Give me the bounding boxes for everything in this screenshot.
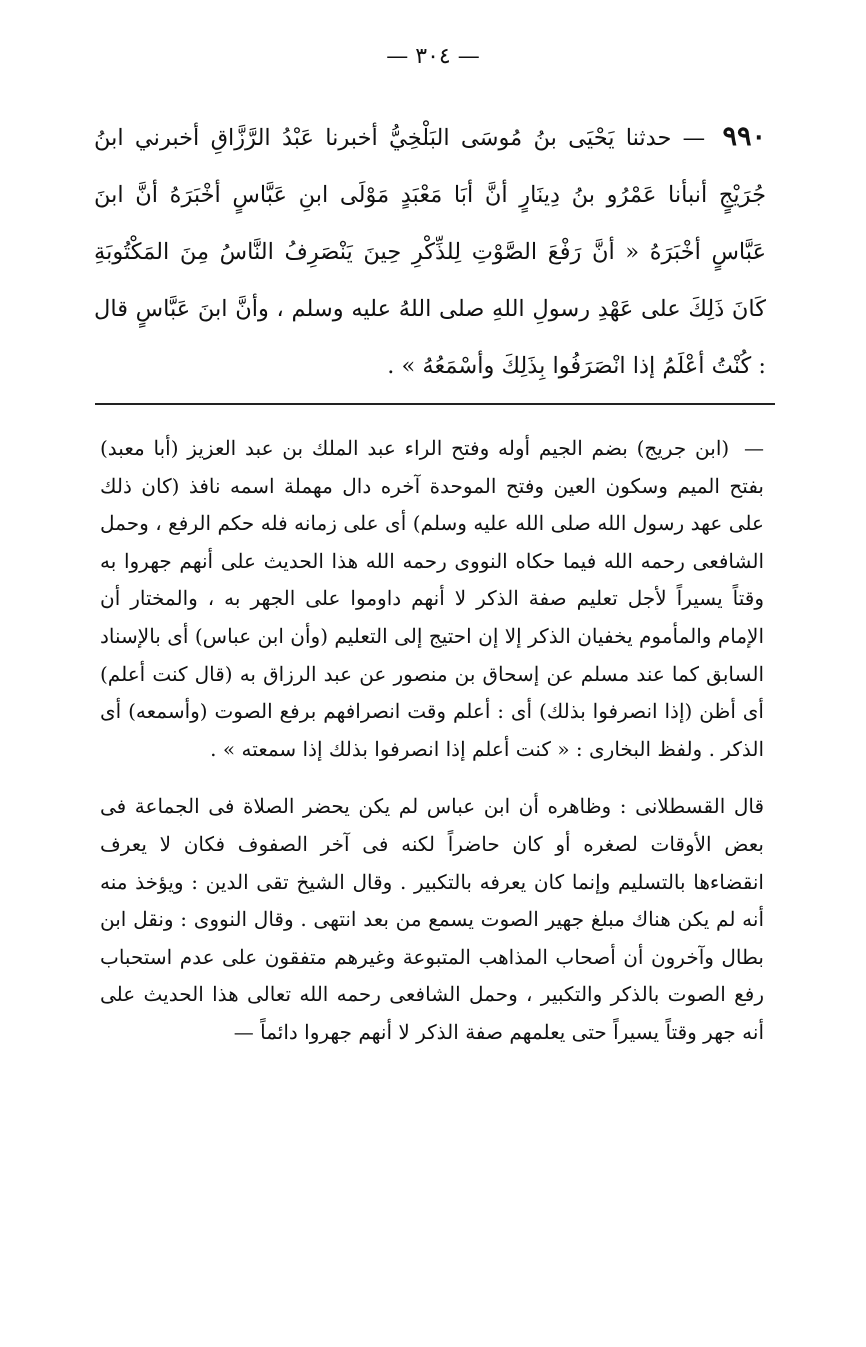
commentary-paragraph-2-text: قال القسطلانى : وظاهره أن ابن عباس لم يكن يحضر الصلاة فى الجماعة فى بعض الأوقات لصغره أو كان حاضراً لكنه فى آخر الصفوف فكان لا يعرف انقضاءها بالتسليم وإنما كان يعرفه بالتكبير . وقال الشيخ تقى الدين : ويؤخذ منه أنه لم يكن هناك مبلغ جهير الصوت يسمع من بعد انتهى . وقال النووى : ونقل ابن بطال وآخرون أن أصحاب المذاهب المتبوعة وغيرهم متفقون على عدم استحباب رفع الصوت بالذكر والتكبير ، وحمل الشافعى رحمه الله تعالى هذا الحديث على أنه جهر وقتاً يسيراً حتى يعلمهم صفة الذكر لا أنهم جهروا دائماً — — [100, 794, 764, 1044]
commentary-lead-dash: — — [744, 436, 764, 460]
commentary-paragraph-1-text: (ابن جريج) بضم الجيم أوله وفتح الراء عبد الملك بن عبد العزيز (أبا معبد) بفتح الميم وسكون العين وفتح الموحدة آخره دال مهملة اسمه نافذ (كان ذلك على عهد رسول الله صلى الله عليه وسلم) أى على زمانه فله حكم الرفع ، وحمل الشافعى رحمه الله فيما حكاه النووى رحمه الله هذا الحديث على أنهم جهروا به وقتاً يسيراً لأجل تعليم صفة الذكر لا أنهم داوموا على الجهر به ، والمختار أن الإمام والمأموم يخفيان الذكر إلا إن احتيج إلى التعليم (وأن ابن عباس) أى بالإسناد السابق كما عند مسلم عن إسحاق بن منصور عن عبد الرزاق به (قال كنت أعلم) أى أظن (إذا انصرفوا بذلك) أى : أعلم وقت انصرافهم برفع الصوت (وأسمعه) أى الذكر . ولفظ البخارى : « كنت أعلم إذا انصرفوا بذلك إذا سمعته » . — [100, 436, 765, 761]
hadith-number: ٩٩٠ — [722, 121, 766, 152]
hadith-text-block — [94, 108, 766, 395]
page-number: — ٣٠٤ — — [386, 44, 480, 69]
footnote-divider — [95, 403, 775, 405]
hadith-body: — حدثنا يَحْيَى بنُ مُوسَى البَلْخِيُّ أخبرنا عَبْدُ الرَّزَّاقِ أخبرني ابنُ جُرَيْجٍ أنبأنا عَمْرُو بنُ دِينَارٍ أنَّ أبَا مَعْبَدٍ مَوْلَى ابنِ عَبَّاسٍ أخْبَرَهُ أنَّ ابنَ عَبَّاسٍ أخْبَرَهُ « أنَّ رَفْعَ الصَّوْتِ لِلذِّكْرِ حِينَ يَنْصَرِفُ النَّاسُ مِنَ المَكْتُوبَةِ كَانَ ذَلِكَ على عَهْدِ رسولِ اللهِ صلى اللهُ عليه وسلم ، وأنَّ ابنَ عَبَّاسٍ قال : كُنْتُ أعْلَمُ إذا انْصَرَفُوا بِذَلِكَ وأسْمَعُهُ » . — [94, 125, 766, 379]
commentary-paragraph — [100, 430, 764, 768]
commentary-paragraph — [100, 788, 764, 1051]
commentary-block — [100, 430, 764, 1052]
